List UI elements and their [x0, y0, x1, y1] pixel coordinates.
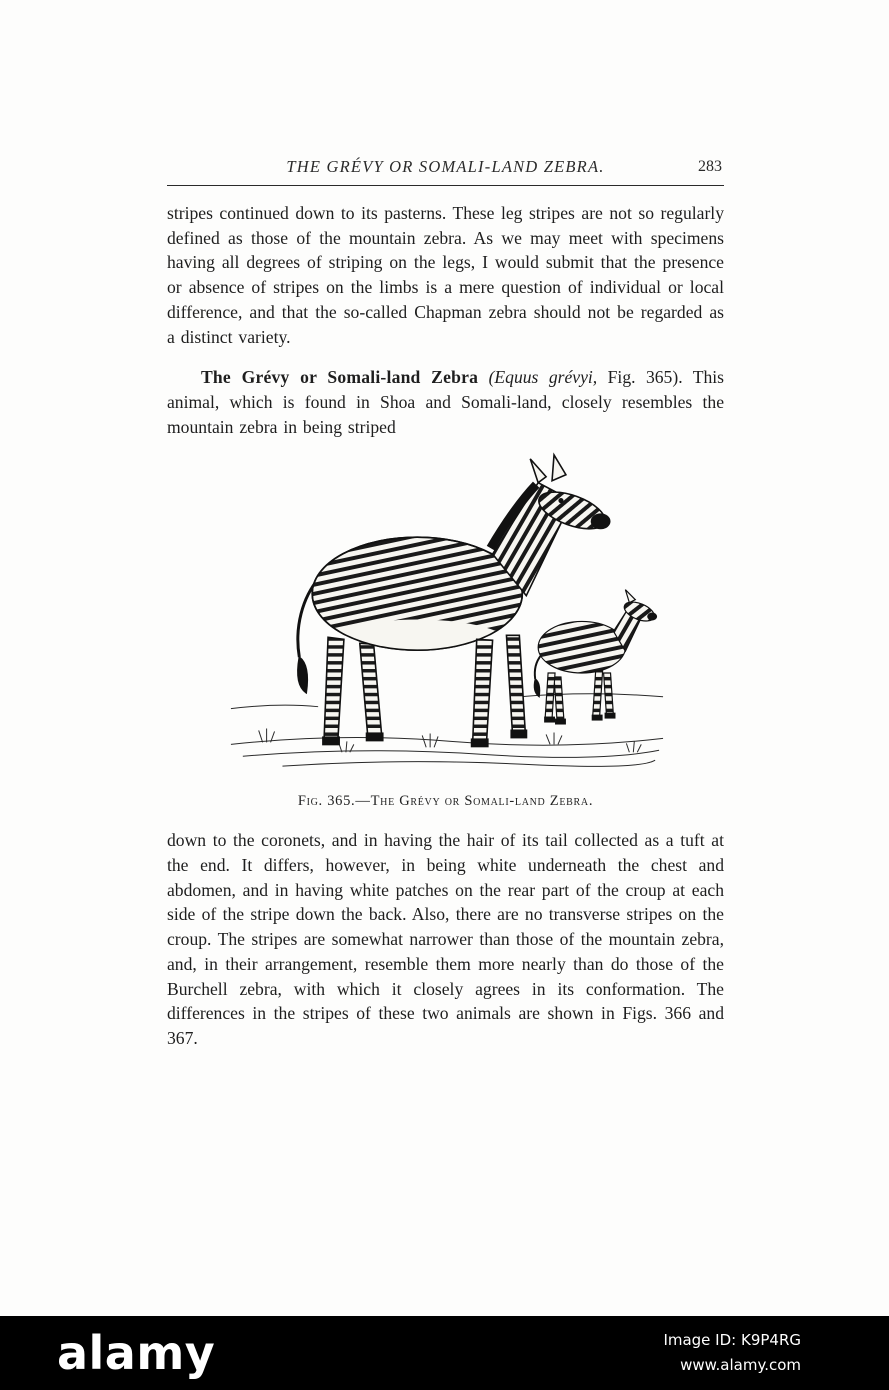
species-name-italic: (Equus grévyi, — [488, 367, 598, 388]
header-title: THE GRÉVY OR SOMALI-LAND ZEBRA. — [286, 157, 605, 176]
page-content — [167, 157, 724, 1051]
paragraph-leg-stripes: stripes continued down to its pasterns. These leg stripes are not so regularly defined as those of the mountain zebra. As we may meet with specimens having all degrees of striping on the legs, I would submit that the presence or absence of stripes on the limbs is a mere question of individual or local difference, and that the so-called Chapman zebra should not be regarded as a distinct variety. — [167, 203, 724, 347]
alamy-url: www.alamy.com — [680, 1356, 801, 1374]
alamy-logo: alamy — [57, 1326, 216, 1380]
grevy-intro-rest: Fig. 365). This animal, which is found in Shoa and Somali-land, closely resembles the mountain zebra in being striped — [167, 367, 724, 437]
grevy-heading-bold: The Grévy or Somali-land Zebra — [201, 367, 479, 388]
running-header — [167, 157, 724, 177]
alamy-info — [663, 1328, 801, 1378]
zebra-illustration — [223, 447, 669, 784]
alamy-watermark-bar — [0, 1316, 889, 1390]
adult-zebra — [297, 455, 610, 747]
figure-caption: Fig. 365.—The Grévy or Somali-land Zebra. — [297, 793, 594, 810]
page-number: 283 — [698, 158, 722, 175]
header-rule — [167, 185, 724, 186]
image-id: Image ID: K9P4RG — [663, 1331, 801, 1350]
paragraph-grevy-intro — [167, 365, 724, 439]
figure-365 — [167, 447, 724, 810]
paragraph-description: down to the coronets, and in having the hair of its tail collected as a tuft at the end. It differs, however, in being white underneath the chest and abdomen, and in having white patches on the rear part of the croup at each side of the stripe down the back. Also, there are no transverse stripes on the croup. The stripes are somewhat narrower than those of the mountain zebra, and, in their arrangement, resemble them more nearly than do those of the Burchell zebra, with which it closely agrees in its conformation. The differences in the stripes of these two animals are shown in Figs. 366 and 367. — [167, 830, 724, 1048]
foal-zebra — [534, 590, 657, 725]
